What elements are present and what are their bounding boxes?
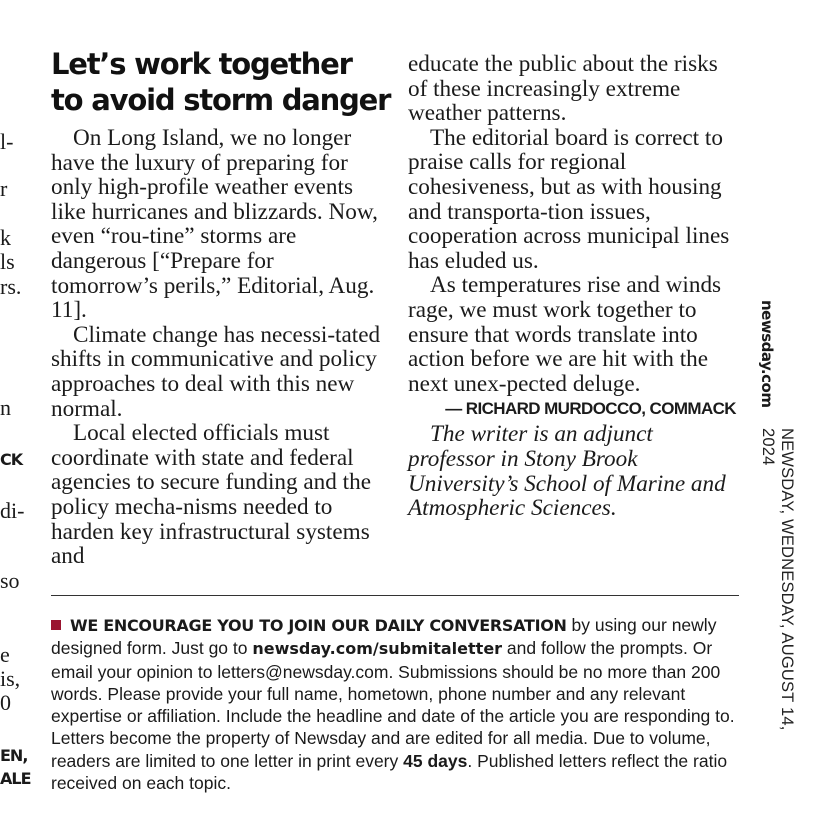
previous-column-fragments <box>0 120 31 800</box>
letter-body-right-column <box>408 52 738 521</box>
square-bullet-icon <box>51 620 61 630</box>
dateline: NEWSDAY, WEDNESDAY, AUGUST 14, 2024 <box>759 428 796 731</box>
paragraph: The editorial board is correct to praise calls for regional cohesiveness, but as with housing and transporta-tion issues, cooperation across municipal lines has eluded us. <box>408 124 730 274</box>
fragment: k <box>0 225 11 250</box>
paragraph: Climate change has necessi-tated shifts in communicative and policy approaches to deal with this new normal. <box>51 321 381 422</box>
fragment: l- <box>0 129 14 154</box>
fragment: ls <box>0 249 15 274</box>
letter-headline <box>51 46 391 118</box>
fragment: e <box>0 642 10 667</box>
notice-text: by using our newly designed form. Just go to <box>51 615 717 659</box>
fragment: r <box>0 176 8 201</box>
fragment: 0 <box>0 690 11 715</box>
fragment: di- <box>0 498 25 523</box>
letter-body-left-column <box>51 126 381 569</box>
paragraph: On Long Island, we no longer have the luxury of preparing for only high-profile weather events like hurricanes and blizzards. Now, even “rou-tine” storms are dangerous [“Prepare for tomorrow’s perils,” Editorial, Aug. 11]. <box>51 125 378 324</box>
notice-lead: WE ENCOURAGE YOU TO JOIN OUR DAILY CONVERSATION <box>70 616 567 635</box>
fragment: n <box>0 395 11 420</box>
page-folio-strip <box>758 300 796 770</box>
paragraph: Local elected officials must coordinate with state and federal agencies to secure funding and the policy mecha-nisms needed to harden key infrastructural systems and <box>51 420 371 570</box>
submission-notice <box>51 614 741 794</box>
divider <box>51 595 739 596</box>
letter-signature: — RICHARD MURDOCCO, COMMACK <box>445 399 736 419</box>
fragment: is, <box>0 666 21 691</box>
notice-text: . Published letters reflect the ratio received on each topic. <box>51 750 728 794</box>
site-url: newsday.com <box>758 300 776 408</box>
headline-line-1: Let’s work together <box>51 47 352 81</box>
letter-frequency-limit: 45 days <box>403 750 468 771</box>
fragment: EN, <box>0 746 28 765</box>
headline-line-2: to avoid storm danger <box>51 83 391 117</box>
submit-letter-link[interactable]: newsday.com/submitaletter <box>252 639 503 659</box>
author-bio: The writer is an adjunct professor in Stony Brook University’s School of Marine and Atmospheric Sciences. <box>408 421 726 522</box>
fragment: CK <box>0 450 23 469</box>
fragment: so <box>0 568 20 593</box>
notice-text: and follow the prompts. Or email your opinion to letters@newsday.com. Submissions should be no more than 200 words. Please provide your full name, hometown, phone number and any relevant expertise or affiliation. Include the headline and date of the article you are responding to. Letters become the property of Newsday and are edited for all media. Due to volume, readers are limited to one letter in print every <box>51 638 735 771</box>
fragment: rs. <box>0 274 22 299</box>
paragraph: educate the public about the risks of these increasingly extreme weather patterns. <box>408 51 718 127</box>
paragraph: As temperatures rise and winds rage, we must work together to ensure that words translate into action before we are hit with the next unex-pected deluge. <box>408 272 722 397</box>
fragment: ALE <box>0 769 31 788</box>
